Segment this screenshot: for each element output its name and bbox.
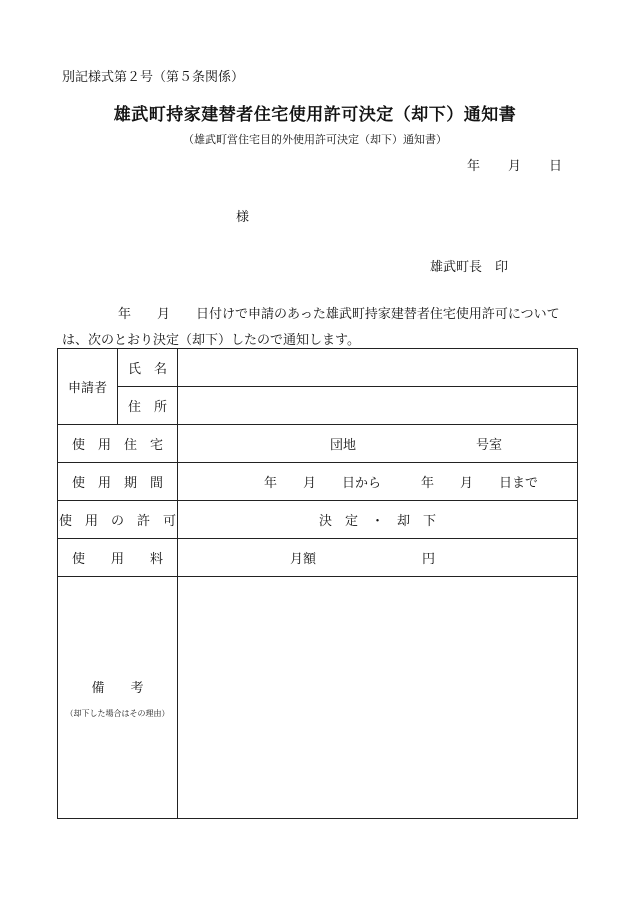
document-title: 雄武町持家建替者住宅使用許可決定（却下）通知書 <box>113 105 517 125</box>
table-row-address <box>58 387 578 425</box>
remarks-value-cell[interactable] <box>178 577 578 819</box>
housing-label: 使 用 住 宅 <box>58 425 178 463</box>
remarks-label-cell <box>58 577 178 819</box>
date-day: 日 <box>548 159 562 174</box>
date-year: 年 <box>466 159 480 174</box>
applicant-label: 申請者 <box>58 349 118 425</box>
form-reference: 別記様式第２号（第５条関係） <box>62 70 245 85</box>
addressee-suffix: 様 <box>236 210 250 225</box>
name-label: 氏 名 <box>118 349 178 387</box>
permit-label: 使 用 の 許 可 <box>58 501 178 539</box>
notice-form-table <box>57 348 578 819</box>
table-row-name <box>58 349 578 387</box>
body-text-line2: は、次のとおり決定（却下）したので通知します。 <box>62 333 360 348</box>
period-value-cell[interactable] <box>178 463 578 501</box>
table-row-remarks <box>58 577 578 819</box>
name-value-cell[interactable] <box>178 349 578 387</box>
period-from: 年 月 日から <box>264 476 382 491</box>
address-value-cell[interactable] <box>178 387 578 425</box>
permit-value[interactable]: 決 定 ・ 却 下 <box>178 501 578 539</box>
address-label: 住 所 <box>118 387 178 425</box>
issuer-line: 雄武町長 印 <box>430 260 509 275</box>
date-line <box>467 155 562 174</box>
fee-value-cell[interactable] <box>178 539 578 577</box>
document-subtitle: （雄武町営住宅目的外使用許可決定（却下）通知書） <box>183 133 447 146</box>
housing-gousitsu: 号室 <box>476 438 503 453</box>
fee-yen: 円 <box>422 552 436 567</box>
table-row-permit <box>58 501 578 539</box>
fee-monthly: 月額 <box>290 552 317 567</box>
remarks-label: 備 考 <box>91 680 144 696</box>
date-month: 月 <box>507 159 521 174</box>
body-text-line1: 年 月 日付けで申請のあった雄武町持家建替者住宅使用許可について <box>118 307 560 322</box>
period-to: 年 月 日まで <box>421 476 539 491</box>
housing-danchi: 団地 <box>330 438 357 453</box>
table-row-housing <box>58 425 578 463</box>
period-label: 使 用 期 間 <box>58 463 178 501</box>
table-row-fee <box>58 539 578 577</box>
remarks-note: （却下した場合はその理由） <box>65 708 170 718</box>
housing-value-cell[interactable] <box>178 425 578 463</box>
fee-label: 使 用 料 <box>58 539 178 577</box>
table-row-period <box>58 463 578 501</box>
